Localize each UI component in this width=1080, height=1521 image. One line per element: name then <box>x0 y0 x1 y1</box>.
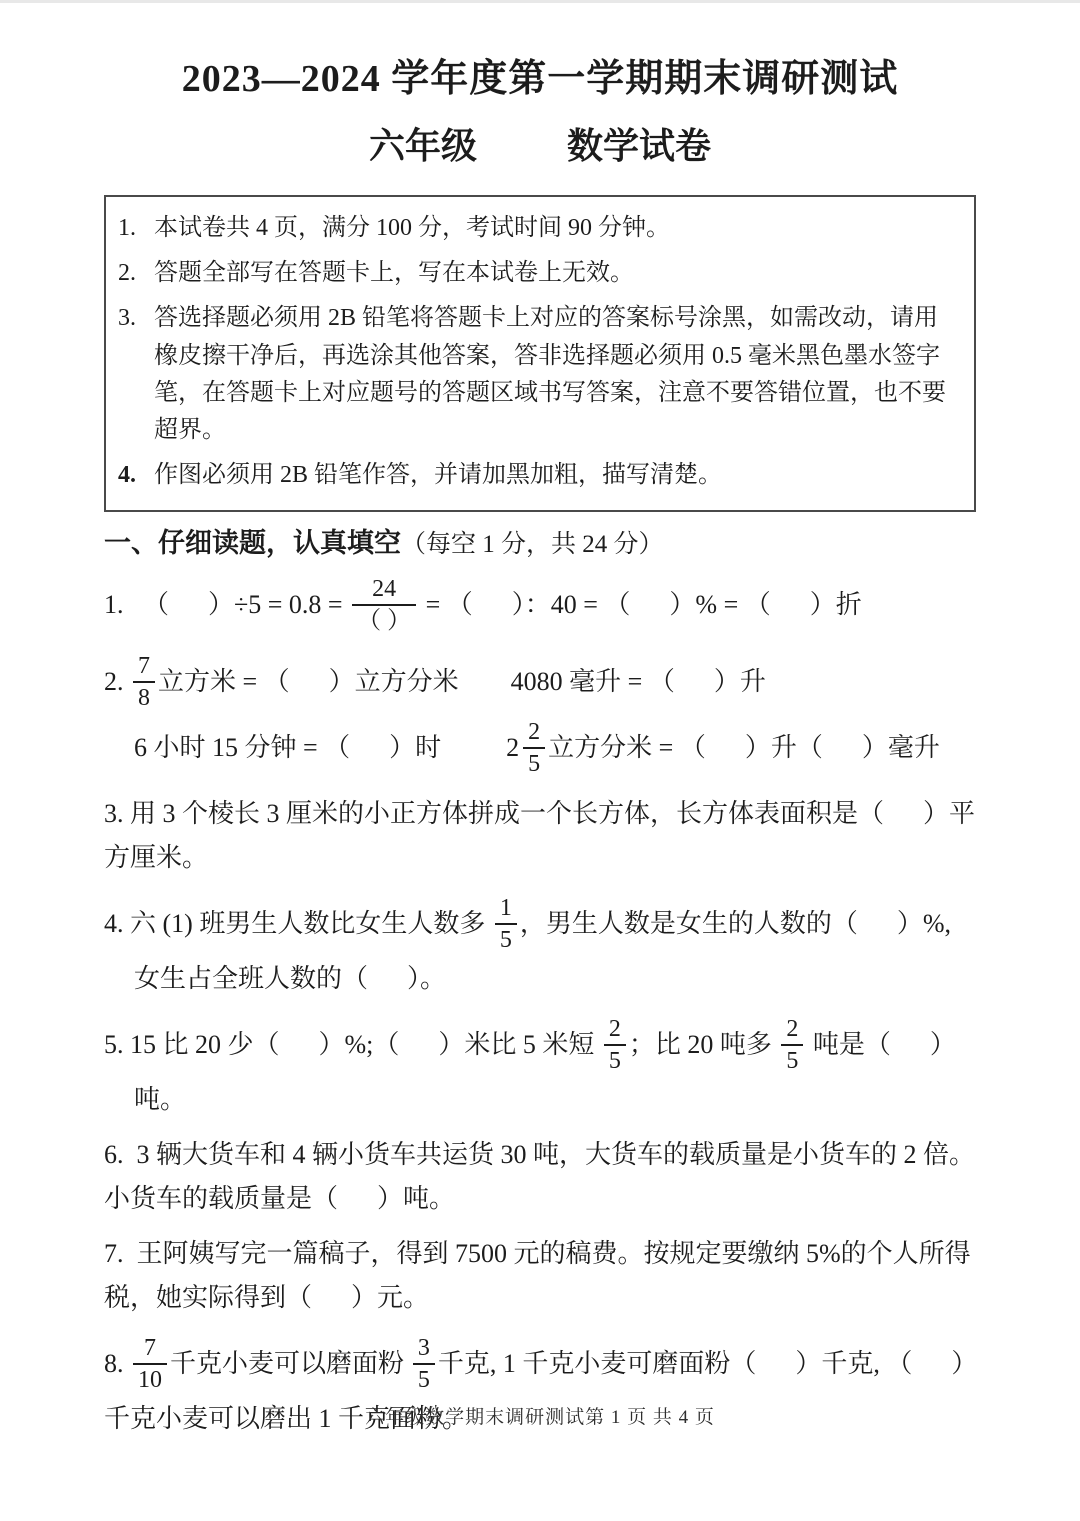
question-text: 立方分米 = （ ）升（ ）毫升 <box>548 732 940 762</box>
question-line <box>104 1177 976 1221</box>
question-line <box>104 1078 976 1122</box>
fraction <box>133 651 155 713</box>
instruction-number: 2. <box>118 260 136 287</box>
instruction-number: 1. <box>118 215 136 241</box>
instruction-number: 4. <box>118 462 136 489</box>
instruction-item-4 <box>118 457 960 494</box>
fraction-numerator: 2 <box>781 1014 803 1046</box>
exam-title: 2023—2024 学年度第一学期期末调研测试 <box>181 58 899 100</box>
fraction <box>352 574 416 636</box>
question-text: 5. 15 比 20 少（ ）%;（ ）米比 5 米短 <box>104 1029 601 1059</box>
question-text: 7. 王阿姨写完一篇稿子，得到 7500 元的稿费。按规定要缴纳 5%的个人所得 <box>104 1238 971 1268</box>
fraction <box>604 1014 626 1076</box>
instruction-text: 答选择题必须用 2B 铅笔将答题卡上对应的答案标号涂黑，如需改动，请用橡皮擦干净后，再选涂其他答案，答非选择题必须用 0.5 毫米黑色墨水签字笔，在答题卡上对应题号的答题区域书写答案，注意不要答错位置，也不要超界。 <box>154 305 946 443</box>
instruction-item-1 <box>118 210 960 247</box>
question-line <box>104 1331 976 1397</box>
instruction-number: 3. <box>118 305 136 332</box>
fraction-denominator: 5 <box>499 926 512 953</box>
instruction-text: 答题全部写在答题卡上，写在本试卷上无效。 <box>154 260 634 287</box>
question-text: 女生占全班人数的（ ）。 <box>134 963 447 993</box>
question-1 <box>104 572 976 638</box>
question-text: 小货车的载质量是（ ）吨。 <box>104 1183 456 1213</box>
question-text: 1. （ ）÷5 = 0.8 = <box>104 589 350 619</box>
question-text: 2. <box>104 666 130 696</box>
question-4 <box>104 891 976 1001</box>
question-text: 6. 3 辆大货车和 4 辆小货车共运货 30 吨，大货车的载质量是小货车的 2 倍。 <box>104 1139 976 1169</box>
question-text: ，男生人数是女生的人数的（ ）%, <box>519 908 951 938</box>
fraction-denominator: 5 <box>786 1047 799 1074</box>
page-content <box>104 47 976 1441</box>
question-text: ；比 20 吨多 <box>628 1029 779 1059</box>
exam-instructions-box <box>104 195 976 512</box>
question-text: 方厘米。 <box>104 842 209 872</box>
fraction-numerator: 7 <box>133 1333 167 1365</box>
question-5 <box>104 1012 976 1122</box>
question-2 <box>104 649 976 781</box>
question-text: 8. <box>104 1348 130 1378</box>
instruction-item-3 <box>118 300 960 449</box>
exam-subtitle: 六年级 数学试卷 <box>368 126 711 166</box>
fraction-denominator: 5 <box>417 1366 430 1393</box>
question-text: 立方米 = （ ）立方分米 4080 毫升 = （ ）升 <box>158 666 766 696</box>
fraction-denominator: 10 <box>137 1366 162 1393</box>
fraction-denominator: （ ） <box>357 607 412 634</box>
question-3 <box>104 792 976 880</box>
fraction-numerator: 2 <box>523 717 545 749</box>
instruction-text: 作图必须用 2B 铅笔作答，并请加黑加粗，描写清楚。 <box>154 462 723 489</box>
question-text: 6 小时 15 分钟 = （ ）时 <box>134 732 507 762</box>
fraction-numerator: 3 <box>413 1333 435 1365</box>
mixed-whole: 2 <box>506 732 520 762</box>
question-text: 4. 六 (1) 班男生人数比女生人数多 <box>104 908 492 938</box>
question-line <box>104 649 976 715</box>
question-line <box>104 891 976 957</box>
question-line <box>104 1133 976 1177</box>
fraction-denominator: 5 <box>608 1047 621 1074</box>
fraction <box>495 893 517 955</box>
question-line <box>104 572 976 638</box>
question-text: 千克, 1 千克小麦可磨面粉（ ）千克, （ ） <box>437 1348 978 1378</box>
question-text: 千克小麦可以磨面粉 <box>169 1348 411 1378</box>
mixed-number <box>506 715 548 781</box>
fraction <box>523 717 545 779</box>
question-7 <box>104 1232 976 1320</box>
fraction-denominator: 5 <box>528 750 541 777</box>
question-text: = （ ）：40 = （ ）% = （ ）折 <box>419 589 862 619</box>
question-text: 吨。 <box>134 1084 187 1114</box>
fraction-numerator: 2 <box>604 1014 626 1046</box>
section-heading-points: （每空 1 分，共 24 分） <box>401 531 664 559</box>
question-line <box>104 715 976 781</box>
question-text: 千克小麦可以磨出 1 千克面粉。 <box>104 1403 469 1433</box>
question-text: 税，她实际得到（ ）元。 <box>104 1282 430 1312</box>
scan-edge <box>0 0 1080 3</box>
fraction <box>781 1014 803 1076</box>
fraction-numerator: 7 <box>133 651 155 683</box>
questions <box>104 572 976 1441</box>
question-line <box>104 1232 976 1276</box>
section-heading-text: 一、仔细读题，认真填空 <box>104 528 401 559</box>
page-footer: 六年级数学期末调研测试第 1 页 共 4 页 <box>365 1407 715 1428</box>
question-text: 吨是（ ） <box>806 1029 956 1059</box>
question-6 <box>104 1133 976 1221</box>
question-line <box>104 1276 976 1320</box>
fraction <box>413 1333 435 1395</box>
section-one-heading <box>104 526 976 562</box>
question-line <box>104 1012 976 1078</box>
fraction-numerator: 24 <box>352 574 416 606</box>
fraction-denominator: 8 <box>138 684 150 711</box>
fraction <box>133 1333 167 1395</box>
fraction-numerator: 1 <box>495 893 517 925</box>
question-line <box>104 836 976 880</box>
instruction-text: 本试卷共 4 页，满分 100 分，考试时间 90 分钟。 <box>154 215 670 241</box>
question-line <box>104 792 976 836</box>
question-line <box>104 957 976 1001</box>
question-text: 3. 用 3 个棱长 3 厘米的小正方体拼成一个长方体，长方体表面积是（ ）平 <box>104 798 976 828</box>
instruction-item-2 <box>118 255 960 292</box>
